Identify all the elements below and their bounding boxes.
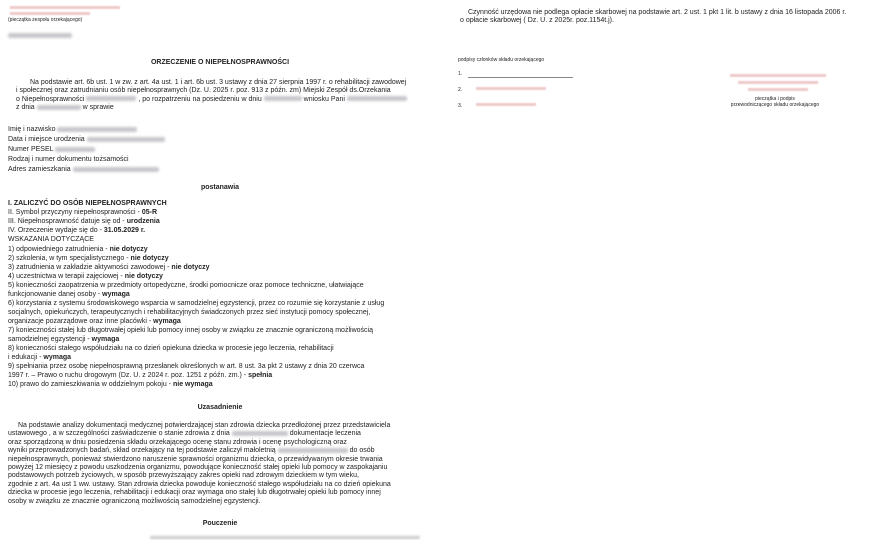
justification-line	[8, 430, 428, 438]
redacted-value	[73, 167, 159, 172]
field-name	[8, 125, 428, 135]
justification-text: dokumentacje leczenia	[289, 430, 361, 438]
signature-line	[468, 77, 573, 78]
decision-line-4	[8, 226, 428, 235]
case-number-redacted	[8, 33, 72, 38]
justification-heading: Uzasadnienie	[197, 404, 243, 411]
decision-text: IV. Orzeczenie wydaje się do -	[8, 227, 104, 234]
indication-value: nie dotyczy	[171, 264, 210, 271]
indication-line	[8, 317, 433, 326]
redacted-name	[278, 448, 348, 453]
field-pesel	[8, 145, 428, 155]
justification-text: wyniki przeprowadzonych badań, skład orzekający na tej podstawie zaliczył małoletnią	[8, 447, 276, 455]
indication-text: 7) konieczności stałej lub długotrwałej opieki lub pomocy innej osoby w związku ze znacznie ograniczoną możliwością	[8, 327, 373, 334]
indication-value: wymaga	[153, 318, 181, 325]
office-stamp	[10, 3, 120, 17]
indication-line	[8, 371, 433, 380]
justification-line: podstawowych potrzeb życiowych, w sposób przewyższający zakres opieki nad zdrowym dzieckiem w tym wieku,	[8, 472, 359, 480]
chair-caption-line-1: pieczątka i podpis	[755, 96, 795, 102]
indication-line	[8, 272, 433, 281]
indication-value: wymaga	[91, 336, 120, 343]
indication-text: 10) prawo do zamieszkiwania w oddzielnym pokoju -	[8, 381, 173, 388]
redacted-applicant	[347, 96, 407, 101]
indication-text: 8) konieczności stałego współudziału na co dzień opiekuna dziecka w procesie jego leczenia, rehabilitacji	[8, 345, 334, 352]
decision-text: III. Niepełnosprawność datuje się od -	[8, 218, 127, 225]
redacted-value	[55, 147, 95, 152]
redacted-date	[37, 105, 81, 110]
intro-line-4	[16, 104, 431, 112]
justification-line: dziecka w procesie jego leczenia, rehabilitacji i edukacji oraz wymaga ono stałej lub długotrwałej opieki lub pomocy innej	[8, 489, 381, 497]
justification-text: ustawowego , a w szczególności zaświadczenie o stanie zdrowia z dnia	[8, 430, 230, 438]
fee-line-2: o opłacie skarbowej ( Dz. U. z 2025r. poz.1154t.j).	[460, 17, 614, 25]
field-id-document	[8, 155, 428, 165]
intro-text: wniosku Pani	[303, 95, 345, 103]
decision-line-1: I. ZALICZYĆ DO OSÓB NIEPEŁNOSPRAWNYCH	[8, 200, 167, 207]
indication-line	[8, 335, 433, 344]
redacted-location	[86, 96, 136, 101]
indication-line	[8, 353, 433, 362]
indication-text: 4) uczestnictwa w terapii zajęciowej -	[8, 273, 125, 280]
fee-note	[460, 9, 875, 26]
indication-line	[8, 344, 433, 353]
signature-number: 3.	[458, 103, 463, 109]
redacted-date	[232, 431, 288, 436]
indication-line	[8, 290, 433, 299]
justification-line	[8, 447, 428, 455]
decision-value: 31.05.2029 r.	[103, 227, 146, 234]
decision-line-3	[8, 217, 428, 226]
indication-value: wymaga	[102, 291, 130, 298]
field-label: Data i miejsce urodzenia	[8, 136, 85, 143]
field-birth	[8, 135, 428, 145]
indication-line	[8, 245, 433, 254]
justification-line: osoby w związku ze znacznie ograniczoną możliwością samodzielnej egzystencji.	[8, 497, 261, 505]
indication-text: 1) odpowiedniego zatrudnienia -	[8, 246, 110, 253]
intro-text: z dnia	[16, 104, 35, 112]
justification-paragraph	[8, 422, 428, 506]
justification-line: powyżej 12 miesięcy z powodu uszkodzenia organizmu, powodujące konieczność stałej opieki lub pomocy w zaspokajaniu	[8, 464, 388, 472]
intro-line-3	[16, 96, 431, 104]
chair-caption	[705, 96, 845, 108]
justification-line: zgodnie z art. 4a ust 1 ww. ustawy. Stan zdrowia dziecka powoduje konieczność stałego współudziału na co dzień opiekuna	[8, 480, 391, 488]
intro-text: , po rozpatrzeniu na posiedzeniu w dniu	[138, 95, 262, 103]
justification-text: do osób	[349, 447, 375, 455]
indication-line	[8, 308, 433, 317]
signature-number: 2.	[458, 87, 463, 93]
personal-data	[8, 125, 428, 175]
indication-line	[8, 380, 433, 389]
redacted-value	[87, 137, 165, 142]
signature-row-3	[458, 103, 578, 109]
fee-line-1: Czynność urzędowa nie podlega opłacie skarbowej na podstawie art. 2 ust. 1 pkt 1 lit. b ustawy z dnia 16 listopada 2006 r.	[468, 9, 847, 16]
indication-line	[8, 263, 433, 272]
field-label: Adres zamieszkania	[8, 166, 71, 173]
indication-line	[8, 281, 433, 290]
indication-value: nie dotyczy	[124, 273, 163, 280]
indication-text: i edukacji -	[8, 354, 44, 361]
indication-text: 1997 r. – Prawo o ruchu drogowym (Dz. U. z 2024 r. poz. 1251 z późn. zm.) -	[8, 372, 249, 379]
indication-value: nie dotyczy	[130, 255, 169, 262]
document-title: ORZECZENIE O NIEPEŁNOSPRAWNOŚCI	[150, 59, 290, 66]
document-page-right	[440, 0, 880, 540]
signatures-label: podpisy członków składu orzekającego	[458, 57, 545, 63]
indication-text: 2) szkolenia, w tym specjalistycznego -	[8, 255, 131, 262]
indication-text: organizacje pozarządowe oraz inne placówki -	[8, 318, 154, 325]
justification-line: Na podstawie analizy dokumentacji medycznej potwierdzającej stan zdrowia dziecka przedłożonej przez przedstawiciela	[18, 422, 391, 429]
instruction-heading: Pouczenie	[202, 520, 238, 527]
stamp-caption: (pieczątka zespołu orzekającego)	[8, 17, 83, 23]
indication-text: 5) konieczności zaopatrzenia w przedmioty ortopedyczne, środki pomocnicze oraz pomoce techniczne, ułatwiające	[8, 282, 364, 289]
postanawia-heading: postanawia	[200, 184, 240, 191]
indication-text: 6) korzystania z systemu środowiskowego wsparcia w samodzielnej egzystencji, przez co rozumie się korzystanie z usług	[8, 300, 385, 307]
decision-line-5: WSKAZANIA DOTYCZĄCE	[8, 236, 94, 243]
intro-text: w sprawie	[82, 104, 114, 112]
decision-value: urodzenia	[126, 218, 160, 225]
justification-line: niepełnosprawnych, ponieważ stwierdzono naruszenie sprawności organizmu dziecka, o przewidywanym okresie trwania	[8, 455, 383, 463]
redacted-value	[57, 127, 137, 132]
intro-paragraph	[16, 79, 431, 113]
signature-number: 1.	[458, 71, 463, 77]
field-label: Imię i nazwisko	[8, 126, 56, 133]
indication-text: funkcjonowanie danej osoby -	[8, 291, 103, 298]
cut-off-text	[150, 536, 420, 539]
field-address	[8, 165, 428, 175]
field-label: Numer PESEL	[8, 146, 54, 153]
intro-line-2: i społecznej oraz zatrudnianiu osób niepełnosprawnych (Dz. U. 2025 r. poz. 913 z późn. zm) Miejski Zespół ds.Orzekania	[16, 87, 391, 95]
justification-line: oraz sporządzoną w dniu posiedzenia składu orzekającego ocenę stanu zdrowia i ocenę psychologiczną oraz	[8, 438, 347, 446]
decision-line-2	[8, 208, 428, 217]
decision-block	[8, 199, 428, 244]
indication-text: 3) zatrudnienia w zakładzie aktywności zawodowej -	[8, 264, 172, 271]
indication-text: samodzielnej egzystencji -	[8, 336, 92, 343]
indication-value: wymaga	[43, 354, 72, 361]
intro-text: o Niepełnosprawności	[16, 95, 85, 103]
decision-text: II. Symbol przyczyny niepełnosprawności -	[8, 209, 142, 216]
indication-value: spełnia	[248, 372, 273, 379]
signature-row-2	[458, 87, 578, 93]
indication-text: 9) spełniania przez osobę niepełnosprawną przesłanek określonych w art. 8 ust. 3a pkt 2 ustawy z dnia 20 czerwca	[8, 363, 365, 370]
chair-caption-line-2: przewodniczącego składu orzekającego	[730, 102, 820, 108]
redacted-date	[264, 96, 302, 101]
decision-value: 05-R	[141, 209, 158, 216]
signature-scribble	[476, 103, 536, 106]
signature-scribble	[476, 87, 546, 90]
indication-value: nie dotyczy	[109, 246, 148, 253]
signature-row-1	[458, 71, 578, 77]
indication-text: socjalnych, opiekuńczych, terapeutycznych i rehabilitacyjnych świadczonych przez sieć instytucji pomocy społecznej,	[8, 309, 371, 316]
indication-line	[8, 254, 433, 263]
indication-line	[8, 362, 433, 371]
field-label: Rodzaj i numer dokumentu tożsamości	[8, 156, 129, 163]
indication-value: nie wymaga	[172, 381, 213, 388]
indication-line	[8, 299, 433, 308]
indications-list	[8, 245, 433, 389]
chair-stamp	[730, 72, 826, 94]
intro-line-1: Na podstawie art. 6b ust. 1 w zw. z art. 4a ust. 1 i art. 6b ust. 3 ustawy z dnia 27 sierpnia 1997 r. o rehabilitacji zawodowej	[30, 79, 407, 86]
indication-line	[8, 326, 433, 335]
